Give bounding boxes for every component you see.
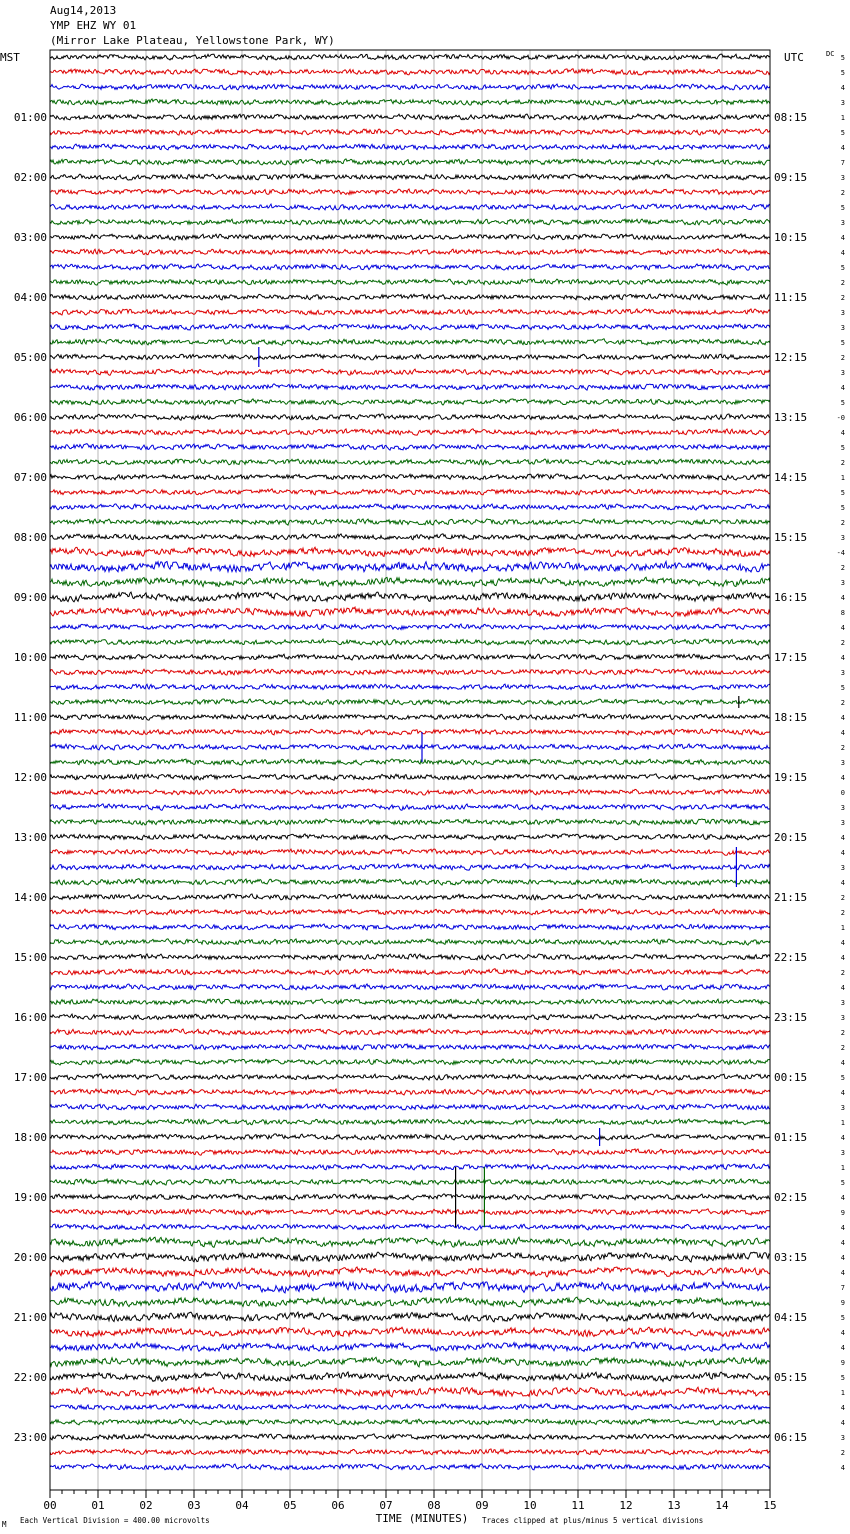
trace-line-53 xyxy=(50,834,770,840)
trace-line-7 xyxy=(50,144,770,150)
dc-offset-label: 1 xyxy=(840,1389,845,1397)
trace-line-85 xyxy=(50,1312,770,1322)
trace-line-69 xyxy=(50,1074,770,1080)
dc-offset-label: 5 xyxy=(840,339,845,347)
dc-offset-label: 4 xyxy=(840,1344,845,1352)
dc-offset-label: 4 xyxy=(840,1134,845,1142)
dc-offset-label: 1 xyxy=(840,1119,845,1127)
dc-offset-label: 7 xyxy=(840,159,845,167)
dc-offset-label: 4 xyxy=(840,939,845,947)
mst-hour-label: 17:00 xyxy=(13,1071,47,1084)
mst-hour-label: 22:00 xyxy=(13,1371,47,1384)
dc-offset-label: 2 xyxy=(840,279,845,287)
dc-offset-label: 5 xyxy=(840,54,845,62)
trace-line-5 xyxy=(50,114,770,120)
utc-hour-label: 08:15 xyxy=(774,111,808,124)
trace-line-59 xyxy=(50,924,770,930)
x-tick-label: 14 xyxy=(715,1499,729,1512)
dc-offset-label: 3 xyxy=(840,579,845,587)
utc-hour-label: 23:15 xyxy=(774,1011,808,1024)
trace-line-87 xyxy=(50,1342,770,1351)
dc-offset-label: 3 xyxy=(840,864,845,872)
trace-line-68 xyxy=(50,1059,770,1065)
x-tick-label: 09 xyxy=(475,1499,489,1512)
mst-hour-label: 04:00 xyxy=(13,291,47,304)
trace-line-11 xyxy=(50,204,770,210)
trace-line-83 xyxy=(50,1282,770,1293)
dc-offset-label: 2 xyxy=(840,1029,845,1037)
mst-hour-label: 21:00 xyxy=(13,1311,47,1324)
dc-offset-label: 4 xyxy=(840,849,845,857)
dc-offset-label: 5 xyxy=(840,69,845,77)
trace-line-25 xyxy=(50,414,770,420)
dc-offset-label: 4 xyxy=(840,834,845,842)
trace-line-78 xyxy=(50,1209,770,1215)
trace-line-41 xyxy=(50,654,770,660)
trace-line-36 xyxy=(50,577,770,586)
dc-offset-label: 3 xyxy=(840,99,845,107)
mst-hour-label: 02:00 xyxy=(13,171,47,184)
mst-axis-label: MST xyxy=(0,51,20,64)
mst-hour-label: 09:00 xyxy=(13,591,47,604)
trace-line-30 xyxy=(50,489,770,495)
utc-hour-label: 17:15 xyxy=(774,651,808,664)
dc-offset-label: 5 xyxy=(840,444,845,452)
utc-hour-label: 10:15 xyxy=(774,231,808,244)
dc-offset-label: 5 xyxy=(840,204,845,212)
dc-offset-label: 4 xyxy=(840,879,845,887)
utc-hour-label: 11:15 xyxy=(774,291,808,304)
trace-line-31 xyxy=(50,504,770,510)
mst-hour-label: 05:00 xyxy=(13,351,47,364)
dc-offset-label: 4 xyxy=(840,954,845,962)
trace-line-54 xyxy=(50,849,770,855)
x-tick-label: 10 xyxy=(523,1499,537,1512)
trace-line-47 xyxy=(50,744,770,750)
trace-line-71 xyxy=(50,1104,770,1110)
dc-offset-label: 2 xyxy=(840,894,845,902)
trace-line-70 xyxy=(50,1089,770,1095)
trace-line-95 xyxy=(50,1464,770,1470)
trace-line-12 xyxy=(50,219,770,225)
trace-line-91 xyxy=(50,1404,770,1410)
trace-line-52 xyxy=(50,819,770,825)
trace-line-63 xyxy=(50,984,770,990)
dc-offset-label: 4 xyxy=(840,1269,845,1277)
dc-offset-label: 1 xyxy=(840,474,845,482)
utc-hour-label: 09:15 xyxy=(774,171,808,184)
dc-offset-label: 4 xyxy=(840,144,845,152)
x-tick-label: 15 xyxy=(763,1499,777,1512)
trace-line-60 xyxy=(50,939,770,945)
x-tick-label: 03 xyxy=(187,1499,201,1512)
dc-offset-label: -4 xyxy=(836,549,845,557)
trace-line-17 xyxy=(50,294,770,300)
mst-hour-label: 01:00 xyxy=(13,111,47,124)
mst-hour-label: 11:00 xyxy=(13,711,47,724)
trace-line-19 xyxy=(50,324,770,330)
trace-line-89 xyxy=(50,1372,770,1381)
dc-offset-label: 4 xyxy=(840,1224,845,1232)
dc-offset-label: 4 xyxy=(840,384,845,392)
trace-line-46 xyxy=(50,729,770,735)
mst-hour-labels xyxy=(14,111,47,1444)
utc-hour-label: 12:15 xyxy=(774,351,808,364)
dc-offset-label: 5 xyxy=(840,264,845,272)
dc-offset-label: 4 xyxy=(840,84,845,92)
trace-line-75 xyxy=(50,1164,770,1170)
dc-offset-label: 4 xyxy=(840,774,845,782)
dc-offset-label: 3 xyxy=(840,309,845,317)
mst-hour-label: 03:00 xyxy=(13,231,47,244)
dc-label: DC xyxy=(826,50,835,58)
trace-line-50 xyxy=(50,789,770,795)
trace-line-27 xyxy=(50,444,770,450)
mst-hour-label: 16:00 xyxy=(13,1011,47,1024)
dc-offset-label: 9 xyxy=(840,1299,845,1307)
dc-offset-label: 2 xyxy=(840,969,845,977)
dc-offset-label: 2 xyxy=(840,1449,845,1457)
trace-line-77 xyxy=(50,1194,770,1200)
dc-offset-label: 3 xyxy=(840,1104,845,1112)
dc-offset-label: 4 xyxy=(840,1059,845,1067)
utc-hour-label: 13:15 xyxy=(774,411,808,424)
utc-hour-label: 03:15 xyxy=(774,1251,808,1264)
trace-line-26 xyxy=(50,429,770,435)
dc-offset-label: 2 xyxy=(840,519,845,527)
dc-offset-label: 3 xyxy=(840,324,845,332)
dc-offset-label: 4 xyxy=(840,1254,845,1262)
trace-line-58 xyxy=(50,909,770,915)
dc-offset-label: 3 xyxy=(840,819,845,827)
x-tick-label: 08 xyxy=(427,1499,441,1512)
trace-line-29 xyxy=(50,474,770,480)
trace-line-43 xyxy=(50,684,770,690)
trace-line-38 xyxy=(50,607,770,617)
trace-line-18 xyxy=(50,309,770,315)
mst-hour-label: 23:00 xyxy=(13,1431,47,1444)
utc-hour-labels xyxy=(774,111,807,1444)
dc-offset-label: 2 xyxy=(840,699,845,707)
dc-offset-labels xyxy=(837,54,845,1472)
dc-offset-label: 2 xyxy=(840,564,845,572)
trace-line-74 xyxy=(50,1149,770,1155)
trace-line-88 xyxy=(50,1357,770,1367)
trace-line-84 xyxy=(50,1297,770,1307)
dc-offset-label: 3 xyxy=(840,369,845,377)
mst-hour-label: 12:00 xyxy=(13,771,47,784)
mst-hour-label: 06:00 xyxy=(13,411,47,424)
station-label: YMP EHZ WY 01 xyxy=(50,19,137,32)
dc-offset-label: 3 xyxy=(840,174,845,182)
trace-line-21 xyxy=(50,354,770,360)
dc-offset-label: 7 xyxy=(840,1284,845,1292)
trace-line-28 xyxy=(50,459,770,465)
trace-line-3 xyxy=(50,84,770,90)
trace-line-51 xyxy=(50,804,770,810)
mst-hour-label: 20:00 xyxy=(13,1251,47,1264)
mst-hour-label: 10:00 xyxy=(13,651,47,664)
trace-line-65 xyxy=(50,1014,770,1020)
dc-offset-label: 5 xyxy=(840,1374,845,1382)
trace-line-2 xyxy=(50,69,770,75)
dc-offset-label: 0 xyxy=(840,789,845,797)
dc-offset-label: 3 xyxy=(840,804,845,812)
dc-offset-label: 3 xyxy=(840,1014,845,1022)
dc-offset-label: 4 xyxy=(840,984,845,992)
x-tick-label: 05 xyxy=(283,1499,297,1512)
trace-line-93 xyxy=(50,1434,770,1440)
dc-offset-label: 3 xyxy=(840,1149,845,1157)
dc-offset-label: 2 xyxy=(840,459,845,467)
utc-hour-label: 18:15 xyxy=(774,711,808,724)
seismic-traces xyxy=(50,54,770,1470)
dc-offset-label: 4 xyxy=(840,1419,845,1427)
trace-line-33 xyxy=(50,534,770,540)
trace-line-8 xyxy=(50,159,770,165)
dc-offset-label: 5 xyxy=(840,504,845,512)
dc-offset-label: 1 xyxy=(840,114,845,122)
dc-offset-label: 3 xyxy=(840,669,845,677)
trace-line-24 xyxy=(50,399,770,405)
trace-line-73 xyxy=(50,1134,770,1140)
dc-offset-label: 2 xyxy=(840,744,845,752)
trace-line-48 xyxy=(50,759,770,765)
trace-line-37 xyxy=(50,592,770,602)
dc-offset-label: 2 xyxy=(840,354,845,362)
dc-offset-label: 4 xyxy=(840,624,845,632)
utc-hour-label: 05:15 xyxy=(774,1371,808,1384)
dc-offset-label: 5 xyxy=(840,1314,845,1322)
trace-line-10 xyxy=(50,189,770,195)
trace-line-80 xyxy=(50,1237,770,1247)
dc-offset-label: 1 xyxy=(840,924,845,932)
trace-line-22 xyxy=(50,369,770,375)
trace-line-16 xyxy=(50,279,770,285)
trace-line-90 xyxy=(50,1387,770,1397)
dc-offset-label: 4 xyxy=(840,654,845,662)
x-tick-label: 11 xyxy=(571,1499,585,1512)
mst-hour-label: 14:00 xyxy=(13,891,47,904)
dc-offset-label: 4 xyxy=(840,1194,845,1202)
dc-offset-label: 4 xyxy=(840,1089,845,1097)
mst-hour-label: 19:00 xyxy=(13,1191,47,1204)
dc-offset-label: 3 xyxy=(840,999,845,1007)
trace-line-61 xyxy=(50,954,770,960)
dc-offset-label: 5 xyxy=(840,489,845,497)
mst-hour-label: 07:00 xyxy=(13,471,47,484)
dc-offset-label: 3 xyxy=(840,759,845,767)
utc-hour-label: 00:15 xyxy=(774,1071,808,1084)
trace-line-40 xyxy=(50,639,770,645)
utc-hour-label: 01:15 xyxy=(774,1131,808,1144)
x-axis xyxy=(43,1490,776,1512)
trace-line-9 xyxy=(50,174,770,180)
utc-hour-label: 20:15 xyxy=(774,831,808,844)
trace-line-1 xyxy=(50,54,770,60)
mst-hour-label: 18:00 xyxy=(13,1131,47,1144)
utc-hour-label: 04:15 xyxy=(774,1311,808,1324)
dc-offset-label: 4 xyxy=(840,729,845,737)
utc-hour-label: 16:15 xyxy=(774,591,808,604)
utc-axis-label: UTC xyxy=(784,51,804,64)
x-tick-label: 00 xyxy=(43,1499,57,1512)
dc-offset-label: -0 xyxy=(836,414,845,422)
utc-hour-label: 14:15 xyxy=(774,471,808,484)
dc-offset-label: 9 xyxy=(840,1209,845,1217)
trace-line-42 xyxy=(50,669,770,675)
trace-line-66 xyxy=(50,1029,770,1035)
trace-line-67 xyxy=(50,1044,770,1050)
dc-offset-label: 5 xyxy=(840,1179,845,1187)
dc-offset-label: 3 xyxy=(840,219,845,227)
scale-note: Each Vertical Division = 400.00 microvolts xyxy=(20,1516,210,1525)
trace-line-14 xyxy=(50,249,770,255)
dc-offset-label: 4 xyxy=(840,1329,845,1337)
x-tick-label: 01 xyxy=(91,1499,105,1512)
trace-line-32 xyxy=(50,519,770,525)
dc-offset-label: 5 xyxy=(840,129,845,137)
dc-offset-label: 5 xyxy=(840,399,845,407)
utc-hour-label: 15:15 xyxy=(774,531,808,544)
utc-hour-label: 22:15 xyxy=(774,951,808,964)
trace-line-49 xyxy=(50,774,770,780)
trace-line-94 xyxy=(50,1449,770,1455)
dc-offset-label: 5 xyxy=(840,684,845,692)
trace-line-6 xyxy=(50,129,770,135)
x-tick-label: 13 xyxy=(667,1499,681,1512)
trace-line-55 xyxy=(50,864,770,870)
trace-line-79 xyxy=(50,1224,770,1230)
utc-hour-label: 06:15 xyxy=(774,1431,808,1444)
x-tick-label: 02 xyxy=(139,1499,153,1512)
dc-offset-label: 4 xyxy=(840,1239,845,1247)
dc-offset-label: 1 xyxy=(840,1164,845,1172)
dc-offset-label: 4 xyxy=(840,234,845,242)
date-label: Aug14,2013 xyxy=(50,4,117,17)
dc-offset-label: 4 xyxy=(840,594,845,602)
x-tick-label: 06 xyxy=(331,1499,345,1512)
dc-offset-label: 2 xyxy=(840,189,845,197)
corner-mark: M xyxy=(2,1520,7,1529)
dc-offset-label: 3 xyxy=(840,1434,845,1442)
dc-offset-label: 5 xyxy=(840,1074,845,1082)
trace-line-23 xyxy=(50,384,770,390)
utc-hour-label: 19:15 xyxy=(774,771,808,784)
dc-offset-label: 2 xyxy=(840,639,845,647)
mst-hour-label: 13:00 xyxy=(13,831,47,844)
clip-note: Traces clipped at plus/minus 5 vertical divisions xyxy=(482,1516,704,1525)
trace-line-76 xyxy=(50,1179,770,1185)
trace-line-57 xyxy=(50,894,770,900)
trace-line-39 xyxy=(50,624,770,630)
dc-offset-label: 8 xyxy=(840,609,845,617)
dc-offset-label: 2 xyxy=(840,1044,845,1052)
trace-line-45 xyxy=(50,714,770,720)
trace-line-81 xyxy=(50,1252,770,1262)
trace-line-44 xyxy=(50,699,770,705)
trace-line-13 xyxy=(50,234,770,240)
trace-line-35 xyxy=(50,562,770,573)
trace-line-86 xyxy=(50,1327,770,1337)
trace-line-82 xyxy=(50,1267,770,1277)
dc-offset-label: 2 xyxy=(840,909,845,917)
trace-line-4 xyxy=(50,99,770,105)
mst-hour-label: 15:00 xyxy=(13,951,47,964)
trace-line-92 xyxy=(50,1419,770,1425)
x-axis-title: TIME (MINUTES) xyxy=(375,1512,469,1525)
trace-line-62 xyxy=(50,969,770,975)
utc-hour-label: 21:15 xyxy=(774,891,808,904)
utc-hour-label: 02:15 xyxy=(774,1191,808,1204)
trace-line-56 xyxy=(50,879,770,885)
dc-offset-label: 4 xyxy=(840,1464,845,1472)
dc-offset-label: 2 xyxy=(840,294,845,302)
trace-line-34 xyxy=(50,547,770,556)
x-tick-label: 04 xyxy=(235,1499,249,1512)
trace-line-64 xyxy=(50,999,770,1004)
mst-hour-label: 08:00 xyxy=(13,531,47,544)
dc-offset-label: 4 xyxy=(840,249,845,257)
location-label: (Mirror Lake Plateau, Yellowstone Park, WY) xyxy=(50,34,335,47)
dc-offset-label: 3 xyxy=(840,534,845,542)
dc-offset-label: 4 xyxy=(840,429,845,437)
x-tick-label: 12 xyxy=(619,1499,633,1512)
dc-offset-label: 4 xyxy=(840,1404,845,1412)
dc-offset-label: 4 xyxy=(840,714,845,722)
dc-offset-label: 9 xyxy=(840,1359,845,1367)
x-tick-label: 07 xyxy=(379,1499,393,1512)
trace-line-20 xyxy=(50,339,770,345)
trace-line-15 xyxy=(50,264,770,270)
trace-line-72 xyxy=(50,1119,770,1125)
